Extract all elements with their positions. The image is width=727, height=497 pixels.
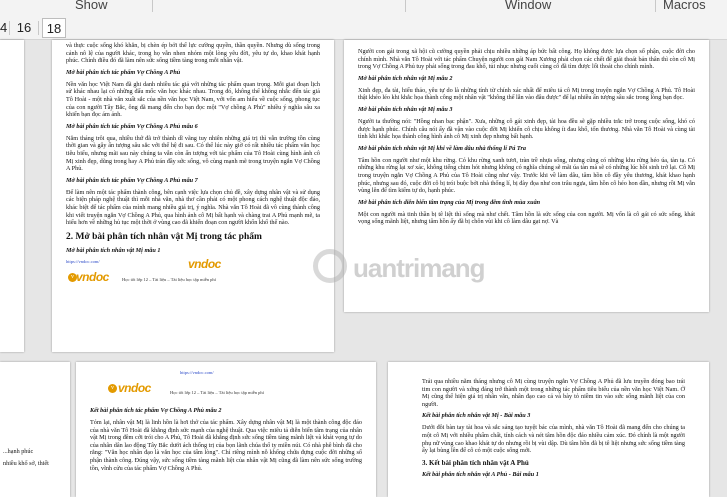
section-heading: Mở bài phân tích tác phẩm Vợ Chồng A Phủ mẫu 6 — [66, 122, 198, 130]
zoom-option-18-selected[interactable]: 18 — [42, 18, 66, 38]
paragraph: Một con người mà tinh thần bị tê liệt thì sống mà như chết. Tâm hồn là sức sống của con người. Mị vốn là cô gái có sức sống, khát vọng sống mãnh liệt, nhưng tâm hồn ấy đã bị chôn vùi khi cô làm dâu gạt nợ. Và — [358, 210, 695, 226]
brand-logo: vndoc — [118, 381, 151, 395]
menu-window[interactable]: Window — [505, 0, 552, 12]
paragraph: nhiều khổ sở, thiết — [3, 459, 49, 467]
brand-logo-small: vndoc — [188, 256, 221, 271]
zoom-option-16[interactable]: 16 — [16, 20, 32, 35]
document-page-bottom-mid[interactable] — [76, 362, 376, 497]
menu-separator — [405, 0, 406, 12]
page-footer-logo — [66, 256, 320, 287]
zoom-separator — [9, 21, 10, 35]
section-heading: Kết bài phân tích nhân vật Mị - Bài mẫu 3 — [422, 412, 531, 420]
paragraph: Xinh đẹp, đa tài, hiếu thảo, yêu tự do là những tính từ chính xác nhất để miêu tả cô Mị trong truyện ngắn Vợ Chồng A Phủ. Tô Hoài thật khéo léo khi khắc họa thành công một nhân vật "không thể lẫn vào đâu được" để lại nhiều ấn tượng sâu sắc trong lòng bạn đọc. — [358, 86, 695, 102]
header-url[interactable]: https://vndoc.com/ — [180, 370, 214, 375]
brand-tagline: Học tốt lớp 12 – Tài liệu – Tài liệu học tập miễn phí — [122, 276, 216, 282]
brand-logo-icon: v — [68, 273, 77, 282]
zoom-option-4[interactable]: 4 — [0, 20, 8, 35]
paragraph: Nền văn học Việt Nam đã ghi danh nhiều tác giả với những tác phẩm quan trọng. Mỗi giai đoạn lịch sử khác nhau lại có những đấu mốc văn học khác nhau. Trong đó, không thể không nhắc đến tác giả Tô Hoài - một nhà văn xuất sắc của nền văn học Việt Nam, với vốn am hiểu về cuộc sống, phong tục của con người Tây Bắc, ông đã mang đến cho bạn đọc một "Vợ chồng A Phủ" nhiều ý nghĩa sâu xa khiến bạn đọc ám ảnh. — [66, 80, 320, 119]
section-heading: Mở bài phân tích nhân vật Mị mẫu 2 — [358, 74, 453, 82]
zoom-separator — [38, 21, 39, 35]
section-heading: Mở bài phân tích tác phẩm Vợ Chồng A Phủ — [66, 68, 181, 76]
paragraph: Tóm lại, nhân vật Mị là linh hồn là hơi thở của tác phẩm. Xây dựng nhân vật Mị là một thành công độc đáo của nhà văn Tô Hoài đã khẳng định sức mạnh của nghệ thuật. Qua việc miêu tả diễn biến tâm trạng của nhân vật Mị trong đêm cởi trói cho A Phủ, Tô Hoài đã khẳng định sức sống tiềm tàng mãnh liệt và khát vọng tự do của nhân dân lao động Tây Bắc dưới ách thống trị của bọn lãnh chúa thổ ty miền núi. Có nhà phê bình đã cho rằng: "Văn học nhân đạo là văn học của tấm lòng". Chỉ riêng mình nỗ khổng chứa đựng cuộc đời những số phận thành công. Đúng vậy, sức sống tiềm tàng mãnh liệt của nhân vật Mị cũng đã làm nên sức sống trường tồn, vĩnh cửu của tác phẩm Vợ Chồng A Phủ. — [90, 419, 362, 472]
paragraph: Trải qua nhiều năm tháng nhưng cô Mị cùng truyện ngắn Vợ Chồng A Phủ đã lưu truyền đóng bao trái tim con người và xứng đáng trở thành một trong những tác phẩm tiêu biểu của nền văn học Việt Nam. Ở Mị cũng thể hiện giá trị nhân văn, nhân đạo cao cả và bày tỏ niềm tin vào sức sống mãnh liệt của con người. — [422, 378, 685, 408]
brand-tagline: Học tốt lớp 12 – Tài liệu – Tài liệu học tập miễn phí — [170, 390, 264, 395]
section-heading: Mở bài phân tích nhân vật Mị mẫu 1 — [66, 246, 161, 254]
section-title: 3. Kết bài phân tích nhân vật A Phủ — [422, 458, 529, 467]
paragraph: và thực cuộc sống khó khăn, bị chèn ép bởi thế lực cường quyền, thần quyền. Nhưng dù sống trong cảnh nô lệ của người khác, trong họ vẫn nhen nhóm một lòng yêu đời, yêu tự do, khao khát hạnh phúc. Chính điều đó đã làm nên sức sống tiềm tàng trong mỗi nhân vật. — [66, 42, 320, 65]
section-heading: Mở bài phân tích nhân vật Mị khi về làm dâu nhà thống lí Pá Tra — [358, 144, 526, 152]
document-page-left-partial[interactable] — [0, 40, 24, 352]
watermark-text: uantrimang — [353, 253, 485, 283]
menu-separator — [655, 0, 656, 12]
watermark-logo-icon — [313, 249, 347, 283]
section-heading: Mở bài phân tích tác phẩm Vợ Chồng A Phủ mẫu 7 — [66, 176, 198, 184]
menu-separator — [152, 0, 153, 12]
paragraph: Để làm nên một tác phẩm thành công, bên cạnh việc lựa chọn chủ đề, xây dựng nhân vật và sử dụng các biện pháp nghệ thuật thì mỗi nhà văn, nhà thơ cần phải có một phong cách nghệ thuật độc đáo, khác biệt để tác phẩm của mình mang nhiều giá trị, ý nghĩa. Nhà văn Tô Hoài đã vô cùng thành công khi viết truyện ngắn Vợ Chồng A Phủ, qua hình ảnh cô Mị bất hạnh và chàng trai A Phủ mạnh mẽ, ta hiểu hơn về những hủ tục một thời ở vùng cao đã khiến đoạn con người khổn khổ thế nào. — [66, 188, 320, 227]
paragraph: Người ta thường nói: "Hồng nhan bạc phận". Xưa, những cô gái xinh đẹp, tài hoa đều sẽ gặp nhiều trắc trở trong cuộc sống, khó có được hạnh phúc. Chính câu nói ấy đã vận vào cuộc đời Mị khiến cô chịu không ít đau khổ, tổn thương. Nhà văn Tô Hoài và cùng tài tình khi khắc họa thành công hình ảnh cô Mị xinh đẹp nhưng bất hạnh. — [358, 117, 695, 141]
document-page-bottom-right[interactable] — [388, 362, 709, 497]
section-heading: Mở bài phân tích nhân vật Mị mẫu 3 — [358, 105, 453, 113]
section-heading: Kết bài phân tích tác phẩm Vợ Chồng A Phủ mẫu 2 — [90, 407, 222, 414]
section-heading: Mở bài phân tích diễn biến tâm trạng của Mị trong đêm tình mùa xuân — [358, 198, 541, 206]
paragraph: Tâm hồn con người như một khu rừng. Có khu rừng xanh tươi, tràn trề nhựa sống, nhưng cũng có những khu rừng héo úa, tàn tạ. Có những khu rừng lại xơ xác, không tiếng chim hót nhưng không có nghĩa chúng sẽ mãi úa tàn mà sẽ có những lúc hồi sinh trở lại. Cô Mị trong truyện ngắn Vợ Chồng A Phủ của Tô Hoài cũng như vậy. Trước khi về làm dâu, tâm hồn cô đầy yêu thương, khát khao hạnh phúc, nhưng sau đó, cuộc đời cô bị trói buộc bởi nhà thống lí, bị đày đọa như con trâu ngựa, tâm hồn cô héo hon dần, nhưng rồi Mị vẫn vùng lên để tìm kiếm tự do, hạnh phúc. — [358, 156, 695, 195]
section-title: 2. Mở bài phân tích nhân vật Mị trong tác phẩm — [66, 231, 262, 242]
paragraph: Dưới đôi bàn tay tài hoa và sắc sảng tạo tuyệt bác của mình, nhà văn Tô Hoài đã mang đến cho chúng ta một cô Mị với nhiều phẩm chất, tính cách và nét tâm hồn độc đáo nhiều cảm xúc. Đó chính là một người phụ nữ vùng cao khao khát tự do nhưng rồi bị vùi dập. Dù tâm hồn đã bị tê liệt nhưng sức sống tiềm tàng ấy lại bùng lên để cô có một cuộc sống mới. — [422, 424, 685, 455]
paragraph: ...hạnh phúc — [3, 448, 34, 455]
ribbon-group-labels — [0, 0, 727, 12]
section-heading: Kết bài phân tích nhân vật A Phủ - Bài mẫu 1 — [422, 470, 539, 478]
menu-macros[interactable]: Macros — [663, 0, 706, 12]
watermark — [309, 247, 485, 291]
footer-url[interactable]: https://vndoc.com/ — [66, 258, 100, 264]
menu-show[interactable]: Show — [75, 0, 108, 12]
page-header-logo — [90, 370, 362, 404]
document-page-bottom-left-partial[interactable] — [0, 362, 70, 497]
paragraph: Năm tháng trôi qua, nhiều thứ đã trở thành dĩ vãng tuy nhiên những giá trị thì vẫn trường tồn cùng thời gian và gây ấn tượng sâu sắc với thế hệ đi sau. Có thể lúc này giờ có rất nhiều tác phẩm văn học tiêu biểu, nhưng mãi sau này chúng ta vẫn còn ấn tượng với tác phẩm của Tô Hoài cùng hình ảnh cô Mị xinh đẹp, dũng trong hay A Phủ trán đầy sức sống, vô cùng mạnh mẽ trong truyện ngắn Vợ Chồng A Phủ. — [66, 134, 320, 173]
brand-logo-icon: v — [108, 384, 117, 393]
document-page-top-left[interactable] — [52, 40, 334, 352]
ribbon — [0, 0, 727, 40]
brand-logo: vndoc — [76, 269, 109, 284]
paragraph: Người con gái trong xã hội cũ cường quyền phải chịu nhiều những áp bức bất công. Họ không được lựa chọn số phận, cuộc đời cho chính mình. Nhà văn Tô Hoài với tác phẩm Chuyện người con gái Nam Xương phải chọn các chết để giải thoát bản thân thì còn cô Mị trong Vợ Chồng A Phủ tuy phải sống trong đau khổ, tủi nhục nhưng cuối cùng cô đã tìm được lối thoát cho chính mình. — [358, 48, 695, 71]
